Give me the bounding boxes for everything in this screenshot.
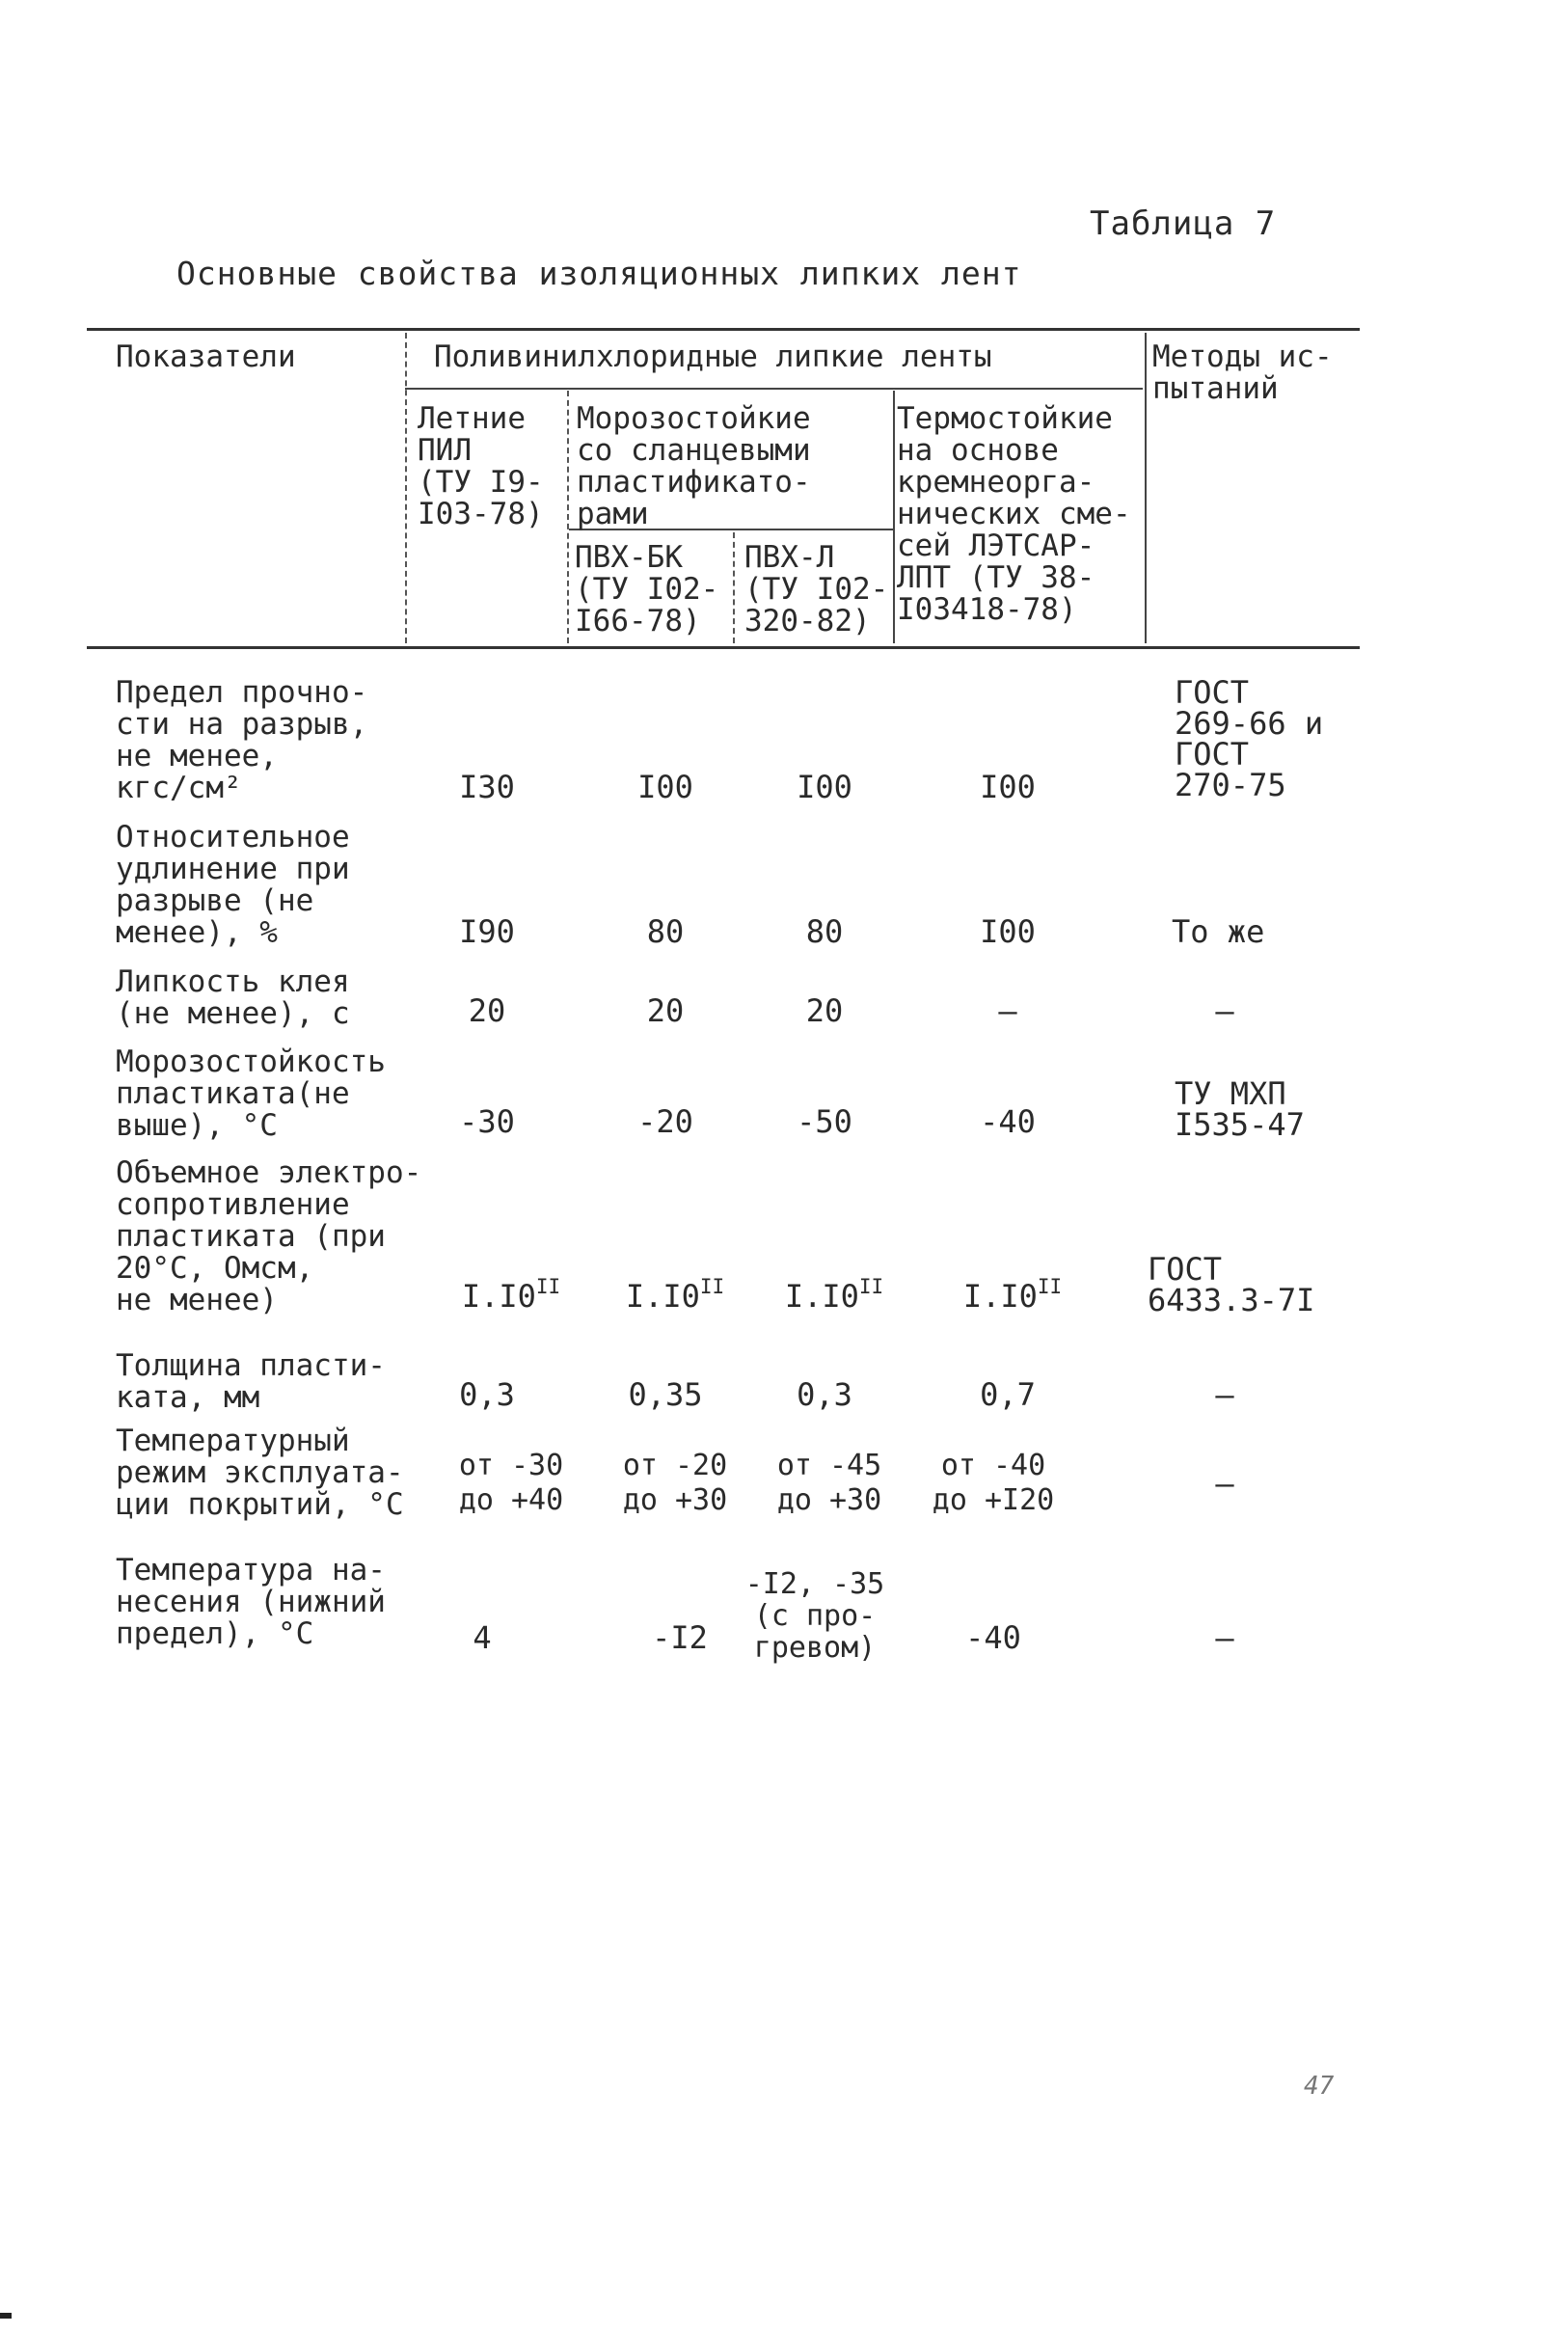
cell-apptemp-summer: 4 bbox=[473, 1619, 492, 1656]
col-header-indicators: Показатели bbox=[116, 339, 296, 374]
cell-resistivity-summer: $I.I0^{II}$ bbox=[461, 1275, 561, 1315]
col-header-summer: Летние ПИЛ (ТУ I9- I03-78) bbox=[418, 401, 544, 531]
cell-elongation-l: 80 bbox=[805, 913, 844, 950]
cell-thickness-summer: 0,3 bbox=[459, 1376, 515, 1413]
cell-tack-heat: – bbox=[998, 992, 1017, 1029]
row-label-thickness: Толщина пласти- ката, мм bbox=[116, 1348, 386, 1415]
table-top-rule bbox=[87, 328, 1360, 331]
table-title: Основные свойства изоляционных липких лент bbox=[176, 255, 1022, 292]
divider-bk-l bbox=[733, 532, 735, 643]
row-label-strength: Предел прочно- сти на разрыв, не менее, кгс/см² bbox=[116, 675, 368, 805]
cell-strength-bk: I00 bbox=[637, 769, 693, 805]
col-header-methods: Методы ис- пытаний bbox=[1152, 339, 1333, 406]
cell-strength-summer: I30 bbox=[459, 769, 515, 805]
divider-frost-heat bbox=[893, 391, 895, 643]
cell-strength-heat: I00 bbox=[980, 769, 1036, 805]
col-header-frost: Морозостойкие со сланцевыми пластификато- рами bbox=[577, 401, 811, 531]
header-bottom-rule bbox=[87, 646, 1360, 649]
cell-thickness-method: – bbox=[1215, 1376, 1234, 1413]
cell-tack-method: – bbox=[1215, 992, 1234, 1029]
cell-frost-bk: -20 bbox=[637, 1103, 693, 1140]
cell-optemp-bk: от -20 до +30 bbox=[622, 1449, 728, 1517]
row-label-operating-temp: Температурный режим эксплуата- ции покрытий, °С bbox=[116, 1424, 404, 1522]
cell-elongation-bk: 80 bbox=[646, 913, 685, 950]
cell-frost-heat: -40 bbox=[980, 1103, 1036, 1140]
cell-thickness-bk: 0,35 bbox=[628, 1376, 703, 1413]
row-label-frost: Морозостойкость пластиката(не выше), °С bbox=[116, 1045, 386, 1143]
group-underline bbox=[405, 388, 1143, 390]
cell-optemp-summer: от -30 до +40 bbox=[458, 1449, 564, 1517]
cell-apptemp-method: – bbox=[1215, 1619, 1234, 1656]
cell-elongation-heat: I00 bbox=[980, 913, 1036, 950]
cell-strength-l: I00 bbox=[797, 769, 852, 805]
cell-thickness-heat: 0,7 bbox=[980, 1376, 1036, 1413]
cell-resistivity-bk: $I.I0^{II}$ bbox=[625, 1275, 725, 1315]
cell-thickness-l: 0,3 bbox=[797, 1376, 852, 1413]
row-label-application-temp: Температура на- несения (нижний предел), °С bbox=[116, 1553, 386, 1651]
col-header-group: Поливинилхлоридные липкие ленты bbox=[434, 339, 992, 374]
cell-resistivity-method: ГОСТ 6433.3-7I bbox=[1148, 1251, 1315, 1318]
cell-strength-method: ГОСТ 269-66 и ГОСТ 270-75 bbox=[1175, 674, 1324, 803]
divider-indicators bbox=[405, 333, 407, 643]
cell-elongation-method: То же bbox=[1172, 913, 1265, 950]
cell-tack-bk: 20 bbox=[646, 992, 685, 1029]
row-label-elongation: Относительное удлинение при разрыве (не менее), % bbox=[116, 820, 350, 950]
cell-frost-summer: -30 bbox=[459, 1103, 515, 1140]
divider-summer bbox=[567, 391, 569, 643]
col-header-pvh-l: ПВХ-Л (ТУ I02- 320-82) bbox=[744, 540, 889, 638]
col-header-pvh-bk: ПВХ-БК (ТУ I02- I66-78) bbox=[575, 540, 719, 638]
cell-resistivity-heat: $I.I0^{II}$ bbox=[962, 1275, 1063, 1315]
row-label-resistivity: Объемное электро- сопротивление пластиката (при 20°С, Омсм, не менее) bbox=[116, 1155, 422, 1317]
cell-resistivity-l: $I.I0^{II}$ bbox=[784, 1275, 884, 1315]
cell-frost-l: -50 bbox=[797, 1103, 852, 1140]
cell-optemp-l: от -45 до +30 bbox=[776, 1449, 882, 1517]
divider-methods bbox=[1145, 333, 1147, 643]
row-label-tack: Липкость клея (не менее), с bbox=[116, 964, 350, 1031]
cell-frost-method: ТУ МХП I535-47 bbox=[1175, 1075, 1305, 1143]
page-number: 47 bbox=[1304, 2072, 1335, 2101]
cell-apptemp-l: -I2, -35 (с про- гревом) bbox=[744, 1567, 885, 1665]
cell-elongation-summer: I90 bbox=[459, 913, 515, 950]
cell-optemp-method: – bbox=[1215, 1465, 1234, 1502]
cell-tack-l: 20 bbox=[805, 992, 844, 1029]
cell-optemp-heat: от -40 до +I20 bbox=[932, 1449, 1055, 1517]
col-header-heat: Термостойкие на основе кремнеорга- нических сме- сей ЛЭТСАР- ЛПТ (ТУ 38- I03418-78) bbox=[897, 401, 1131, 627]
table-number-label: Таблица 7 bbox=[1090, 204, 1277, 243]
cell-tack-summer: 20 bbox=[468, 992, 506, 1029]
cell-apptemp-bk: -I2 bbox=[652, 1619, 708, 1656]
cell-apptemp-heat: -40 bbox=[965, 1619, 1021, 1656]
scan-edge-mark bbox=[0, 2313, 12, 2319]
